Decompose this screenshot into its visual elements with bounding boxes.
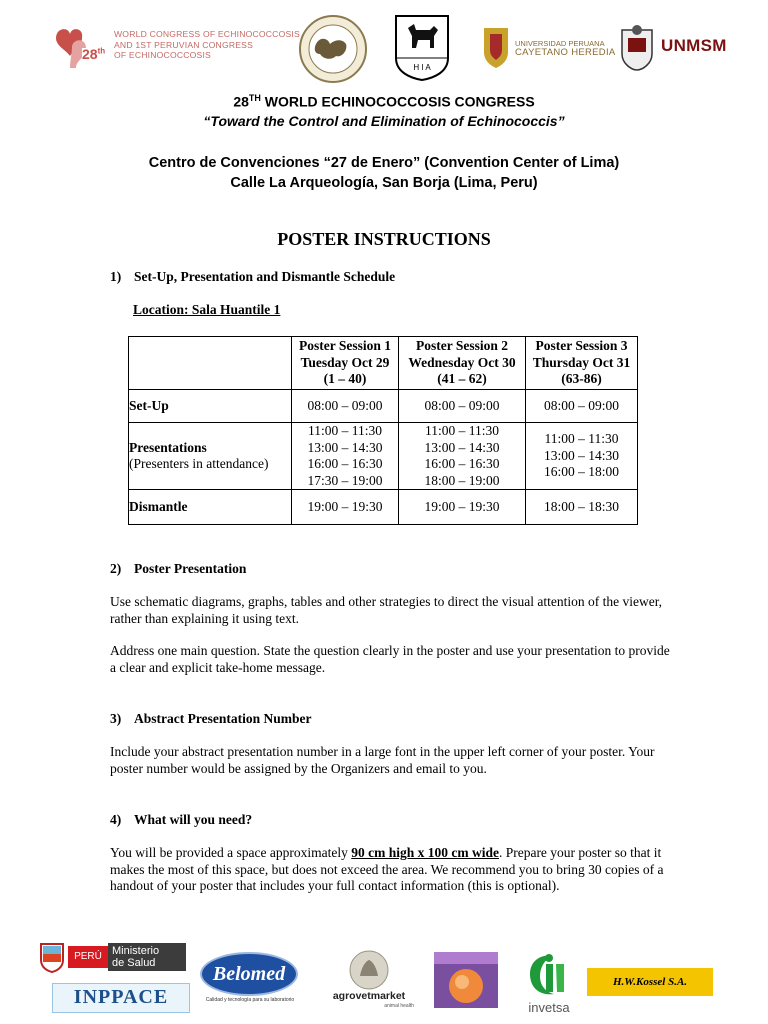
congress-name: WORLD ECHINOCOCCOSIS CONGRESS [260, 93, 535, 110]
inppace-logo: INPPACE [52, 983, 190, 1013]
upch-text [515, 39, 616, 57]
table-cell: 08:00 – 09:00 [292, 390, 399, 423]
section-title: Set-Up, Presentation and Dismantle Schedule [134, 269, 396, 284]
unmsm-emblem-icon [618, 24, 656, 72]
congress-title [0, 93, 768, 110]
minsa-logo [38, 940, 188, 976]
association-seal-icon [298, 14, 368, 84]
header-logos [50, 14, 740, 84]
time-slot: 11:00 – 11:30 [544, 431, 619, 447]
logo-number-sup: th [97, 46, 106, 56]
section-title: What will you need? [134, 812, 253, 827]
belomed-tagline: Calidad y tecnología para su laboratorio [205, 997, 295, 1003]
agrovet-sub: animal health [384, 1003, 414, 1009]
logo-number: 28 [82, 46, 98, 62]
time-slot: 13:00 – 14:30 [307, 439, 383, 455]
invetsa-name: invetsa [528, 1000, 570, 1015]
session-name: Poster Session 3 [535, 338, 628, 354]
paragraph-text: You will be provided a space approximately [110, 845, 352, 860]
paragraph: Include your abstract presentation number in a large font in the upper left corner of your poster. Your poster number would be assigned by the Organizers and email to you. [110, 744, 655, 776]
setup-label: Set-Up [129, 390, 292, 423]
presentations-sublabel: (Presenters in attendance) [129, 456, 269, 471]
session-day: Wednesday Oct 30 [408, 354, 516, 370]
session-day: Tuesday Oct 29 [300, 354, 390, 370]
agrovet-emblem-icon [348, 950, 390, 990]
ministerio-line: Ministerio [112, 945, 160, 957]
page-title: POSTER INSTRUCTIONS [277, 229, 491, 249]
logo-line: OF ECHINOCOCCOSIS [114, 50, 211, 61]
ministerio-badge [108, 943, 186, 971]
belomed-logo [198, 952, 302, 1004]
peru-badge: PERÚ [68, 946, 108, 968]
ministerio-line: de Salud [112, 957, 156, 969]
section-number: 3) [110, 711, 122, 726]
session-1-header [292, 337, 399, 390]
table-cell: 19:00 – 19:30 [292, 490, 399, 525]
section-1-heading [110, 269, 395, 285]
belomed-name: Belomed [200, 952, 298, 996]
section-4-heading [110, 812, 252, 828]
unmsm-text: UNMSM [661, 36, 727, 55]
table-cell: 18:00 – 18:30 [526, 490, 638, 525]
table-cell: 08:00 – 09:00 [526, 390, 638, 423]
session-range: (1 – 40) [323, 371, 367, 387]
paragraph [110, 845, 670, 895]
table-cell [526, 423, 638, 490]
section-number: 1) [110, 269, 122, 284]
time-slot: 16:00 – 18:00 [543, 464, 619, 480]
congress-tagline: “Toward the Control and Elimination of Echinococcis” [203, 113, 565, 129]
session-day: Thursday Oct 31 [532, 354, 631, 370]
session-2-header [399, 337, 526, 390]
venue-line-2: Calle La Arqueología, San Borja (Lima, Peru) [230, 175, 538, 191]
table-cell [399, 423, 526, 490]
kossel-logo: H.W.Kossel S.A. [587, 968, 713, 996]
paragraph: Use schematic diagrams, graphs, tables and other strategies to direct the visual attention of the viewer, rather than explaining it using text. [110, 594, 663, 626]
dog-crest-icon [394, 14, 450, 82]
congress-logo [52, 24, 302, 74]
schedule-table [128, 336, 638, 525]
time-slot: 11:00 – 11:30 [425, 423, 499, 438]
logo-line: AND 1ST PERUVIAN CONGRESS [114, 39, 254, 50]
table-corner-cell [129, 337, 292, 390]
presentations-label: Presentations [129, 439, 207, 455]
dog-crest-letters: H I A [413, 63, 431, 72]
table-cell: 08:00 – 09:00 [399, 390, 526, 423]
logo-line: WORLD CONGRESS OF ECHINOCOCCOSIS [114, 29, 300, 39]
time-slot: 16:00 – 16:30 [424, 456, 500, 471]
peru-shield-icon [38, 940, 66, 974]
time-slot: 13:00 – 14:30 [424, 439, 500, 455]
session-3-header [526, 337, 638, 390]
section-number: 2) [110, 561, 122, 576]
presentations-label-cell [129, 423, 292, 490]
table-header-row [129, 337, 638, 390]
poster-size: 90 cm high x 100 cm wide [351, 845, 499, 860]
university-line1: UNIVERSIDAD PERUANA [515, 39, 605, 48]
congress-number: 28 [233, 93, 249, 110]
location-label: Location: Sala Huantile 1 [133, 302, 281, 317]
congress-number-sup: TH [248, 93, 261, 103]
paragraph-text: . Prepare your poster so that it makes the most of this space, but does not exceed the area. We recommend you to bring 30 copies of a handout of your poster that includes your full contact information (this is optional). [110, 845, 664, 893]
session-range: (63-86) [561, 371, 602, 387]
unmsm-logo [618, 24, 758, 72]
congress-logo-text [114, 29, 300, 61]
table-cell [292, 423, 399, 490]
paragraph: Address one main question. State the question clearly in the poster and use your presentation to provide a clear and explicit take-home message. [110, 643, 670, 675]
product-photo-icon [434, 952, 498, 1008]
venue-line-1: Centro de Convenciones “27 de Enero” (Convention Center of Lima) [148, 155, 620, 171]
time-slot: 16:00 – 16:30 [307, 456, 383, 471]
time-slot: 18:00 – 19:00 [424, 472, 500, 488]
upch-emblem-icon [480, 26, 512, 70]
section-3-heading [110, 711, 311, 727]
agrovet-logo [320, 950, 418, 1012]
invetsa-logo [518, 950, 580, 1016]
time-slot: 11:00 – 11:30 [308, 423, 382, 438]
table-cell: 19:00 – 19:30 [399, 490, 526, 525]
university-line2: CAYETANO HEREDIA [515, 47, 616, 58]
setup-row [129, 390, 638, 423]
section-title: Abstract Presentation Number [134, 711, 312, 726]
presentations-row [129, 423, 638, 490]
dismantle-row [129, 490, 638, 525]
session-name: Poster Session 2 [415, 338, 508, 354]
session-range: (41 – 62) [437, 371, 487, 387]
time-slot: 13:00 – 14:30 [543, 447, 619, 463]
section-title: Poster Presentation [134, 561, 247, 576]
time-slot: 17:30 – 19:00 [307, 472, 383, 488]
agrovet-name: agrovetmarket [332, 990, 406, 1002]
session-name: Poster Session 1 [298, 338, 391, 354]
dismantle-label: Dismantle [129, 490, 292, 525]
invetsa-emblem-icon [524, 950, 574, 998]
section-number: 4) [110, 812, 122, 827]
upch-logo [480, 26, 620, 70]
section-2-heading [110, 561, 246, 577]
